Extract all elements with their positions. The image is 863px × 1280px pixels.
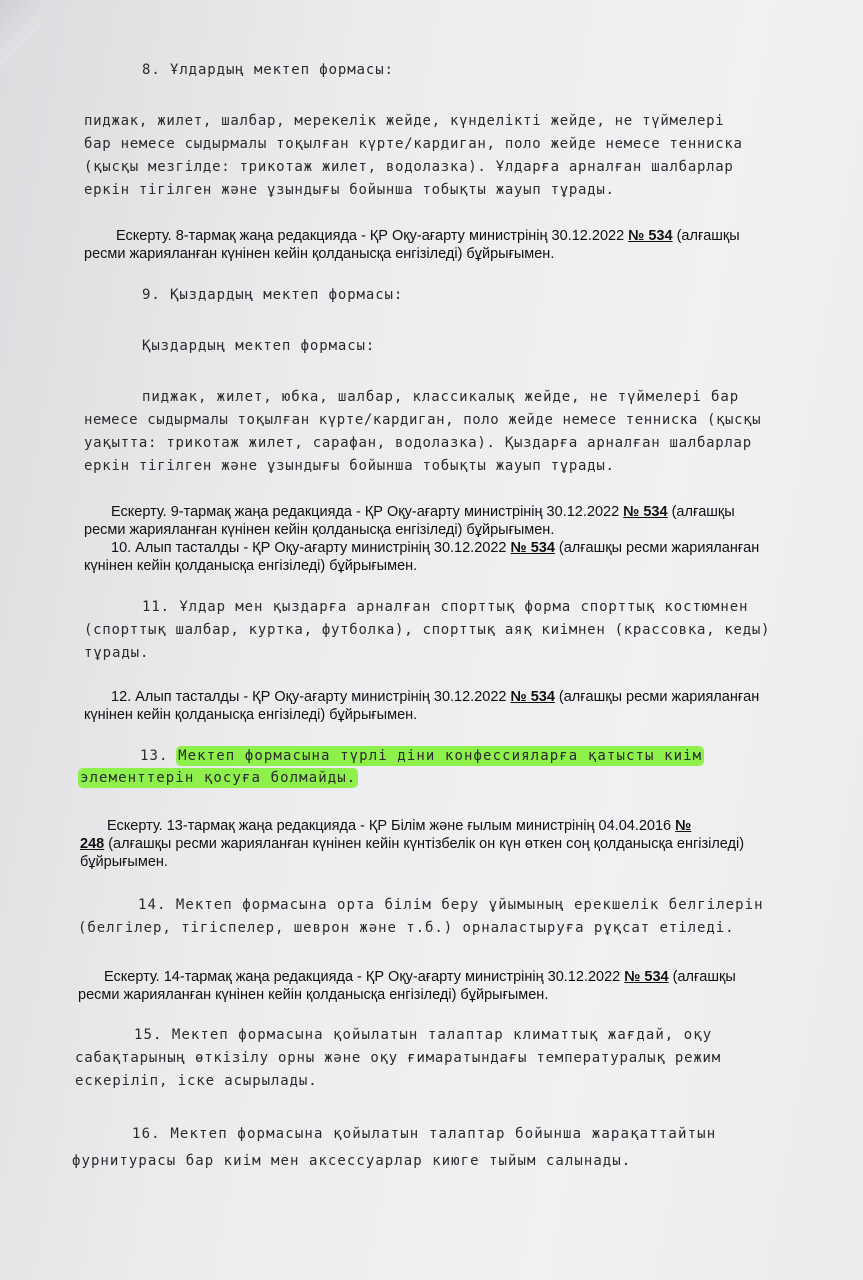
p10-link[interactable]: № 534	[510, 540, 555, 556]
p8-title: 8. Ұлдардың мектеп формасы:	[142, 62, 394, 78]
p14-line-1: 14. Мектеп формасына орта білім беру ұйымының ерекшелік белгілерін	[138, 897, 764, 913]
p12-line-2: күнінен кейін қолданысқа енгізіледі) бұйрығымен.	[84, 707, 418, 723]
p11-line-3: тұрады.	[84, 645, 150, 661]
note-13-line-2: 248 (алғашқы ресми жарияланған күнінен кейін күнтізбелік он күн өткен соң қолданысқа енгізіледі)	[80, 836, 745, 852]
p9-line-2: немесе сыдырмалы тоқылған күрте/кардиган, поло жейде немесе тенниска (қысқы	[84, 412, 762, 428]
note-14-line-2: ресми жарияланған күнінен кейін қолданысқа енгізіледі) бұйрығымен.	[78, 987, 549, 1003]
p12: 12. Алып тасталды - ҚР Оқу-ағарту министрінің 30.12.2022 № 534 (алғашқы ресми жарияланған	[111, 689, 760, 705]
p15-line-2: сабақтарының өткізілу орны және оқу ғимаратындағы температуралық режим	[75, 1050, 722, 1066]
note-14-link[interactable]: № 534	[624, 969, 669, 985]
p8-line-4: еркін тігілген және ұзындығы бойынша тобықты жауып тұрады.	[84, 182, 615, 198]
note-8-line-2: ресми жарияланған күнінен кейін қолданысқа енгізіледі) бұйрығымен.	[84, 246, 555, 262]
note-9: Ескерту. 9-тармақ жаңа редакцияда - ҚР Оқу-ағарту министрінің 30.12.2022 № 534 (алғашқы	[111, 504, 735, 520]
p10-line-2: күнінен кейін қолданысқа енгізіледі) бұйрығымен.	[84, 558, 418, 574]
p15-line-3: ескеріліп, іске асырылады.	[75, 1073, 318, 1089]
p11-line-2: (спорттық шалбар, куртка, футболка), спорттық аяқ киімнен (крассовка, кеды)	[84, 622, 771, 638]
p13-line-1	[140, 745, 702, 768]
note-13: Ескерту. 13-тармақ жаңа редакцияда - ҚР Білім және ғылым министрінің 04.04.2016 №	[107, 818, 692, 834]
p16-line-2: фурнитурасы бар киім мен аксессуарлар киюге тыйым салынады.	[72, 1153, 632, 1169]
note-9-link[interactable]: № 534	[623, 504, 668, 520]
page-corner-shadow	[0, 0, 40, 70]
p8-line-2: бар немесе сыдырмалы тоқылған күрте/кардиган, поло жейде немесе тенниска	[84, 136, 743, 152]
p16-line-1: 16. Мектеп формасына қойылатын талаптар бойынша жарақаттайтын	[132, 1126, 717, 1142]
p14-line-2: (белгілер, тігіспелер, шеврон және т.б.) орналастыруға рұқсат етіледі.	[78, 920, 735, 936]
note-8-link[interactable]: № 534	[628, 228, 673, 244]
p13-highlight-2: элементтерін қосуға болмайды.	[80, 770, 357, 786]
p9-line-1: пиджак, жилет, юбка, шалбар, классикалық жейде, не түймелері бар	[142, 389, 740, 405]
p13-highlight-1: Мектеп формасына түрлі діни конфессияларға қатысты киім	[178, 748, 703, 764]
p15-line-1: 15. Мектеп формасына қойылатын талаптар климаттық жағдай, оқу	[134, 1027, 713, 1043]
p9-line-3: уақытта: трикотаж жилет, сарафан, водолазка). Қыздарға арналған шалбарлар	[84, 435, 752, 451]
note-8: Ескерту. 8-тармақ жаңа редакцияда - ҚР Оқу-ағарту министрінің 30.12.2022 № 534 (алғашқы	[116, 228, 740, 244]
p8-line-1: пиджак, жилет, шалбар, мерекелік жейде, күнделікті жейде, не түймелері	[84, 113, 725, 129]
p9-line-4: еркін тігілген және ұзындығы бойынша тобықты жауып тұрады.	[84, 458, 615, 474]
p9-title: 9. Қыздардың мектеп формасы:	[142, 287, 404, 303]
note-13-link-b[interactable]: 248	[80, 836, 105, 852]
p8-line-3: (қысқы мезгілде: трикотаж жилет, водолазка). Ұлдарға арналған шалбарлар	[84, 159, 734, 175]
note-9-line-2: ресми жарияланған күнінен кейін қолданысқа енгізіледі) бұйрығымен.	[84, 522, 555, 538]
p10: 10. Алып тасталды - ҚР Оқу-ағарту министрінің 30.12.2022 № 534 (алғашқы ресми жарияланған	[111, 540, 760, 556]
note-13-line-3: бұйрығымен.	[80, 854, 168, 870]
p12-link[interactable]: № 534	[510, 689, 555, 705]
p13-number: 13.	[140, 748, 169, 764]
note-13-link-a[interactable]: №	[675, 818, 692, 834]
p9-subtitle: Қыздардың мектеп формасы:	[142, 338, 376, 354]
note-14: Ескерту. 14-тармақ жаңа редакцияда - ҚР Оқу-ағарту министрінің 30.12.2022 № 534 (алғашқы	[104, 969, 736, 985]
p13-line-2	[80, 767, 356, 790]
p11-line-1: 11. Ұлдар мен қыздарға арналған спорттық форма спорттық костюмнен	[142, 599, 749, 615]
